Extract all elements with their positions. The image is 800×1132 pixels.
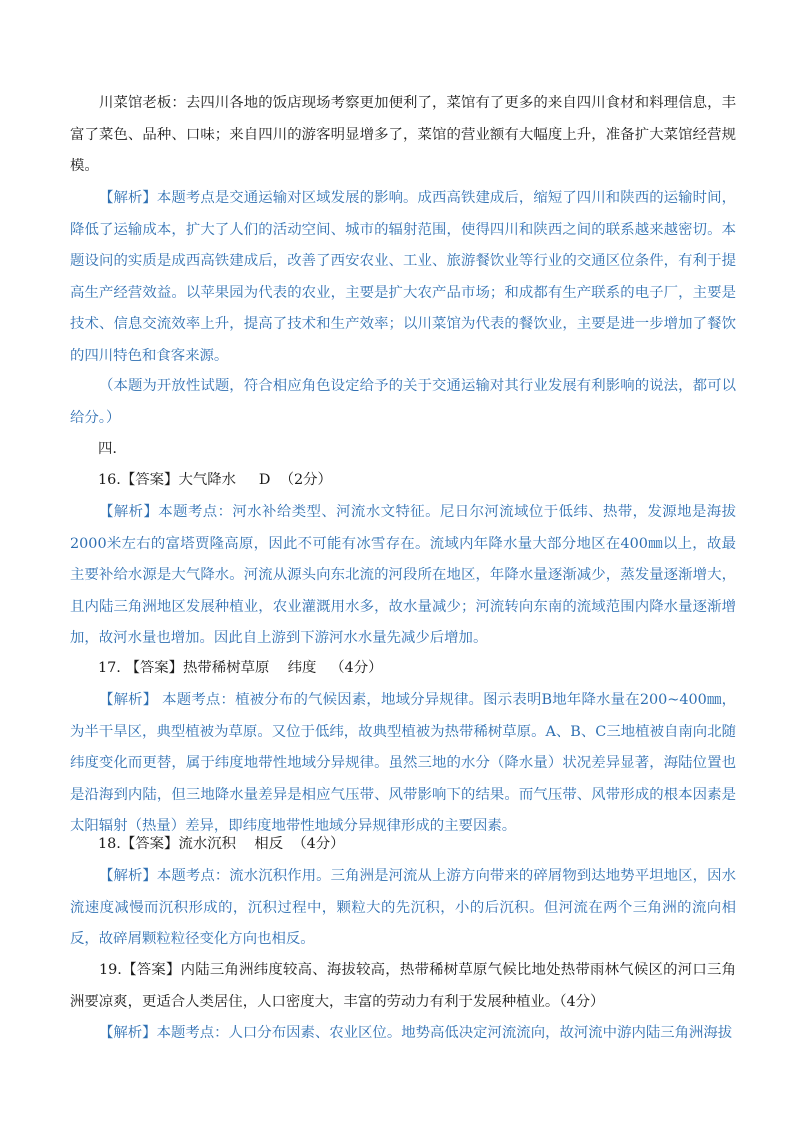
analysis-question-18: 【解析】本题考点：流水沉积作用。三角洲是河流从上游方向带来的碎屑物到达地势平坦地区，因水流速度减慢而沉积形成的，沉积过程中，颗粒大的先沉积，小的后沉积。但河流在两个三角洲的流向相反，故碎屑颗粒粒径变化方向也相反。 [70,868,736,947]
answer-question-18: 18.【答案】流水沉积 相反 （4分） [98,836,345,852]
paragraph-restaurant-owner: 川菜馆老板：去四川各地的饭店现场考察更加便利了，菜馆有了更多的来自四川食材和料理信息，丰富了菜色、品种、口味；来自四川的游客明显增多了，菜馆的营业额有大幅度上升，准备扩大菜馆经营规模。 [70,95,736,174]
analysis-question-17: 【解析】 本题考点：植被分布的气候因素，地域分异规律。图示表明B地年降水量在200~400㎜，为半干旱区，典型植被为草原。又位于低纬，故典型植被为热带稀树草原。A、B、C三地植被自南向北随纬度变化而更替，属于纬度地带性地域分异规律。虽然三地的水分（降水量）状况差异显著，海陆位置也是沿海到内陆，但三地降水量差异是相应气压带、风带影响下的结果。而气压带、风带形成的根本因素是太阳辐射（热量）差异，即纬度地带性地域分异规律形成的主要因素。 [70,692,736,834]
section-heading: 四. [98,441,117,457]
analysis-question-19: 【解析】本题考点：人口分布因素、农业区位。地势高低决定河流流向，故河流中游内陆三角洲海拔 [99,1025,733,1041]
analysis-question-16: 【解析】本题考点：河水补给类型、河流水文特征。尼日尔河流域位于低纬、热带，发源地是海拔2000米左右的富塔贾隆高原，因此不可能有冰雪存在。流域内年降水量大部分地区在400㎜以上，故最主要补给水源是大气降水。河流从源头向东北流的河段所在地区，年降水量逐渐减少，蒸发量逐渐增大，且内陆三角洲地区发展种植业，农业灌溉用水多，故水量减少；河流转向东南的流域范围内降水量逐渐增加，故河水量也增加。因此自上游到下游河水水量先减少后增加。 [70,504,736,646]
answer-question-19: 19.【答案】内陆三角洲纬度较高、海拔较高，热带稀树草原气候比地处热带雨林气候区的河口三角洲要凉爽，更适合人类居住，人口密度大，丰富的劳动力有利于发展种植业。（4分） [70,962,736,1010]
open-question-note: （本题为开放性试题，符合相应角色设定给予的关于交通运输对其行业发展有利影响的说法，都可以给分。） [70,378,736,426]
answer-question-17: 17. 【答案】热带稀树草原 纬度 （4分） [98,660,383,676]
analysis-question-15: 【解析】本题考点是交通运输对区域发展的影响。成西高铁建成后，缩短了四川和陕西的运输时间，降低了运输成本，扩大了人们的活动空间、城市的辐射范围，使得四川和陕西之间的联系越来越密切。本题设问的实质是成西高铁建成后，改善了西安农业、工业、旅游餐饮业等行业的交通区位条件，有利于提高生产经营效益。以苹果园为代表的农业，主要是扩大农产品市场；和成都有生产联系的电子厂，主要是技术、信息交流效率上升，提高了技术和生产效率；以川菜馆为代表的餐饮业，主要是进一步增加了餐饮的四川特色和食客来源。 [70,190,736,364]
answer-question-16: 16.【答案】大气降水 D （2分） [98,472,332,488]
